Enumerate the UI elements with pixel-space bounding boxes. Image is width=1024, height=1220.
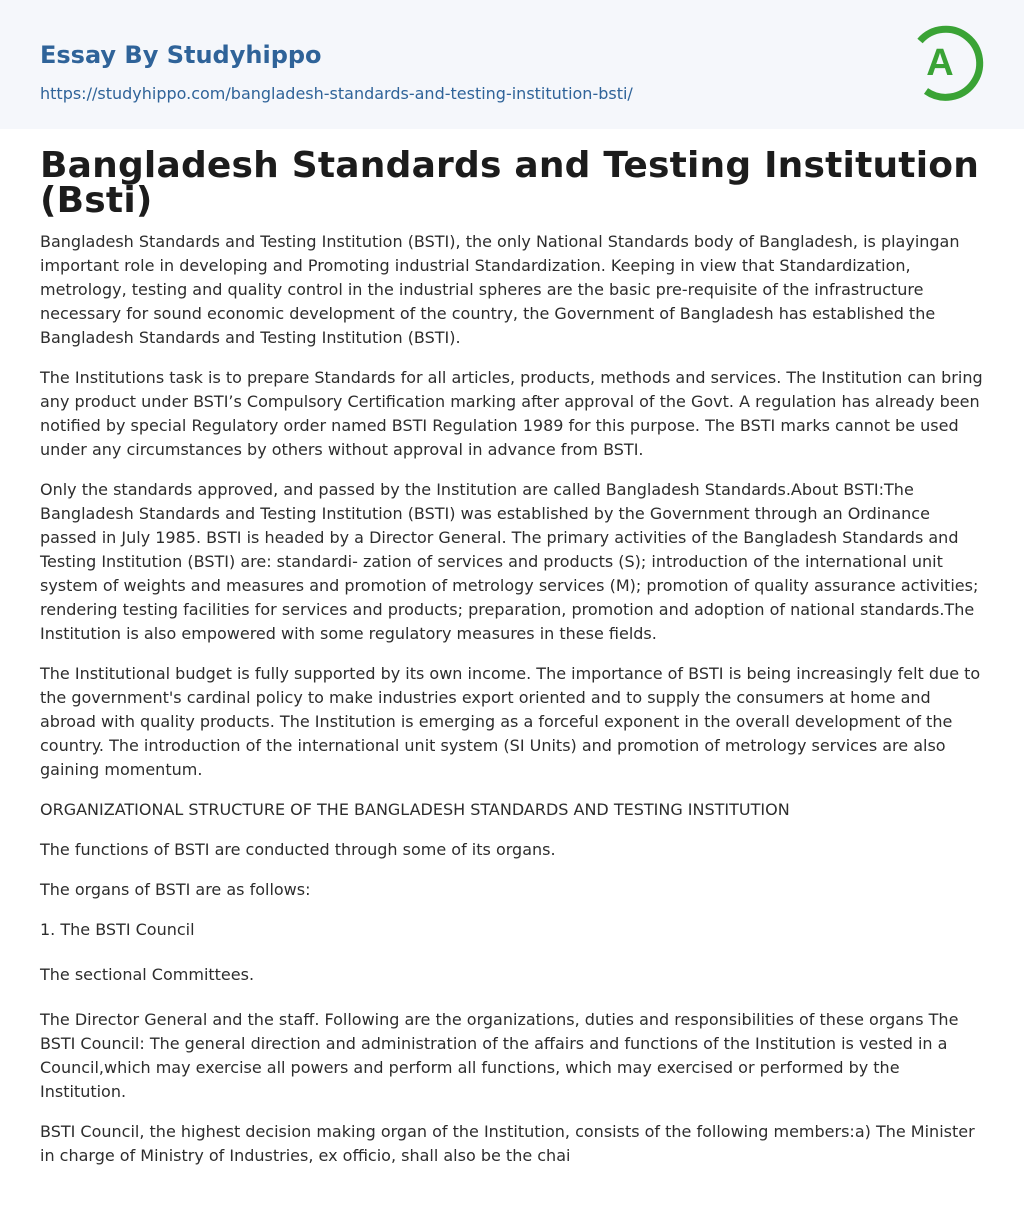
paragraph-task: The Institutions task is to prepare Standards for all articles, products, methods and services. The Institution can bring any product under BSTI’s Compulsory Certification marking after approval of the Govt. A regulation has already been notified by special Regulatory order named BSTI Regulation 1989 for this purpose. The BSTI marks cannot be used under any circumstances by others without approval in advance from BSTI. <box>40 368 983 459</box>
section-heading: ORGANIZATIONAL STRUCTURE OF THE BANGLADESH STANDARDS AND TESTING INSTITUTION <box>40 800 790 819</box>
paragraph-about: Only the standards approved, and passed by the Institution are called Bangladesh Standards.About BSTI:The Bangladesh Standards and Testing Institution (BSTI) was established by the Government through an Ordinance passed in July 1985. BSTI is headed by a Director General. The primary activities of the Bangladesh Standards and Testing Institution (BSTI) are: standardi- zation of services and products (S); introduction of the international unit system of weights and measures and promotion of metrology services (M); promotion of quality assurance activities; rendering testing facilities for services and products; preparation, promotion and adoption of national standards.The Institution is also empowered with some regulatory measures in these fields. <box>40 480 979 643</box>
organ-committees: The sectional Committees. <box>40 965 255 984</box>
article-body <box>40 145 986 1168</box>
organs-intro: The functions of BSTI are conducted through some of its organs. <box>40 840 556 859</box>
article-url-link[interactable]: https://studyhippo.com/bangladesh-standards-and-testing-institution-bsti/ <box>40 84 633 103</box>
paragraph-director-general: The Director General and the staff. Following are the organizations, duties and responsibilities of these organs The BSTI Council: The general direction and administration of the affairs and functions of the Institution is vested in a Council,which may exercise all powers and perform all functions, which may exercised or performed by the Institution. <box>40 1010 959 1101</box>
studyhippo-logo-icon[interactable] <box>914 19 986 105</box>
organs-lead: The organs of BSTI are as follows: <box>40 880 311 899</box>
paragraph-intro: Bangladesh Standards and Testing Institution (BSTI), the only National Standards body of Bangladesh, is playingan important role in developing and Promoting industrial Standardization. Keeping in view that Standardization, metrology, testing and quality control in the industrial spheres are the basic pre-requisite of the infrastructure necessary for sound economic development of the country, the Government of Bangladesh has established the Bangladesh Standards and Testing Institution (BSTI). <box>40 232 960 347</box>
paragraph-budget: The Institutional budget is fully supported by its own income. The importance of BSTI is being increasingly felt due to the government's cardinal policy to make industries export oriented and to supply the consumers at home and abroad with quality products. The Institution is emerging as a forceful exponent in the overall development of the country. The introduction of the international unit system (SI Units) and promotion of metrology services are also gaining momentum. <box>40 664 981 779</box>
site-brand[interactable]: Essay By Studyhippo <box>40 41 322 69</box>
organ-council: 1. The BSTI Council <box>40 920 195 939</box>
site-header <box>0 0 1024 129</box>
logo-letter: A <box>926 42 954 84</box>
article-title: Bangladesh Standards and Testing Institution (Bsti) <box>40 145 980 221</box>
paragraph-council-members: BSTI Council, the highest decision making organ of the Institution, consists of the following members:a) The Minister in charge of Ministry of Industries, ex officio, shall also be the chai <box>40 1122 975 1165</box>
